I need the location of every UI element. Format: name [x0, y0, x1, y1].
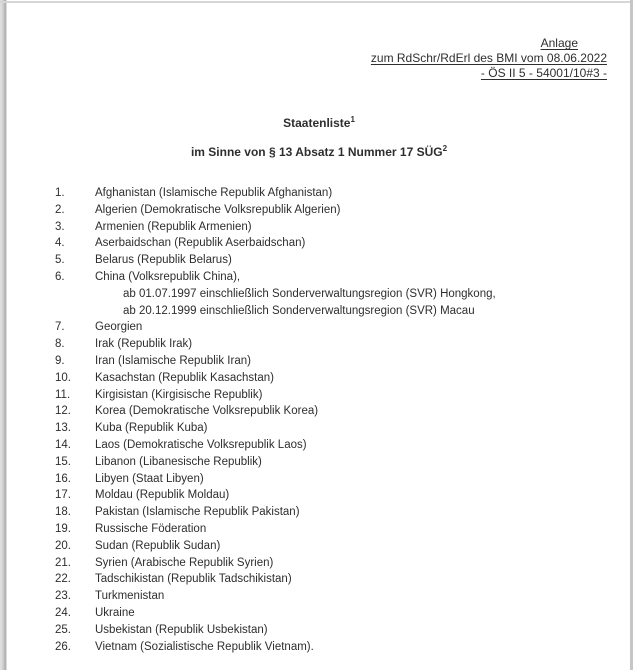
header-line-anlage: Anlage [540, 36, 578, 50]
list-item-text: Turkmenistan [95, 590, 165, 603]
list-item-text: Georgien [95, 321, 143, 334]
list-item-number: 21. [55, 556, 71, 569]
list-item-text: China (Volksrepublik China), [95, 270, 241, 283]
list-item [55, 202, 615, 219]
list-item-number: 13. [55, 422, 71, 435]
list-item-number: 12. [55, 405, 71, 418]
list-item-number: 5. [55, 254, 65, 267]
list-item-text: Usbekistan (Republik Usbekistan) [95, 623, 268, 636]
list-item-number: 19. [55, 522, 71, 535]
list-item [55, 454, 615, 471]
document-header [371, 36, 607, 81]
list-item-text: Russische Föderation [95, 522, 207, 535]
list-item [55, 235, 615, 252]
list-item-text: Libyen (Staat Libyen) [95, 472, 204, 485]
list-item [55, 336, 615, 353]
list-item [55, 269, 615, 286]
list-item-text: Libanon (Libanesische Republik) [95, 455, 262, 468]
list-item-number: 6. [55, 270, 65, 283]
list-item [55, 471, 615, 488]
header-line-rdschr: zum RdSchr/RdErl des BMI vom 08.06.2022 [370, 51, 607, 65]
list-item-text: Vietnam (Sozialistische Republik Vietnam). [95, 640, 314, 653]
list-item-number: 3. [55, 220, 65, 233]
list-item [55, 420, 615, 437]
list-item-text: Kuba (Republik Kuba) [95, 422, 208, 435]
list-item [55, 219, 615, 236]
list-item-text: Pakistan (Islamische Republik Pakistan) [95, 506, 300, 519]
header-line-aktenzeichen: - ÖS II 5 - 54001/10#3 - [480, 66, 607, 80]
list-item-number: 18. [55, 506, 71, 519]
list-item [55, 370, 615, 387]
list-item-text: Tadschikistan (Republik Tadschikistan) [95, 573, 292, 586]
list-item-number: 11. [55, 388, 71, 401]
list-item-subline: ab 20.12.1999 einschließlich Sonderverwaltungsregion (SVR) Macau [123, 304, 475, 317]
list-item-number: 4. [55, 237, 65, 250]
list-item-number: 10. [55, 371, 71, 384]
country-list [55, 185, 615, 655]
list-item [55, 571, 615, 588]
list-item-text: Iran (Islamische Republik Iran) [95, 354, 251, 367]
list-item-text: Irak (Republik Irak) [95, 338, 193, 351]
list-item [55, 353, 615, 370]
list-item-subline: ab 01.07.1997 einschließlich Sonderverwaltungsregion (SVR) Hongkong, [123, 287, 496, 300]
list-item [55, 319, 615, 336]
title-footnote-ref: 1 [350, 115, 355, 124]
list-item [55, 387, 615, 404]
list-item [55, 538, 615, 555]
list-item [55, 403, 615, 420]
list-item-number: 24. [55, 606, 71, 619]
list-item-number: 25. [55, 623, 71, 636]
list-item-number: 17. [55, 489, 71, 502]
list-item-text: Armenien (Republik Armenien) [95, 220, 252, 233]
list-item [55, 252, 615, 269]
page-edge-left [0, 0, 7, 670]
list-item [55, 521, 615, 538]
list-item-number: 1. [55, 187, 65, 199]
subtitle-footnote-ref: 2 [442, 144, 448, 153]
list-item [55, 605, 615, 622]
list-item [55, 487, 615, 504]
list-item-text: Belarus (Republik Belarus) [95, 254, 232, 267]
page-edge-right [630, 0, 633, 670]
list-item-text: Sudan (Republik Sudan) [95, 539, 221, 552]
list-item-number: 2. [55, 203, 65, 216]
list-item-text: Kirgisistan (Kirgisische Republik) [95, 388, 263, 401]
list-item-text: Afghanistan (Islamische Republik Afghanistan) [95, 187, 333, 199]
list-item-number: 9. [55, 354, 65, 367]
list-item-number: 15. [55, 455, 71, 468]
list-item-number: 14. [55, 438, 71, 451]
list-item [55, 555, 615, 572]
page-edge-top [0, 1, 633, 3]
list-item-number: 8. [55, 338, 65, 351]
page-title [8, 116, 630, 130]
list-item-number: 20. [55, 539, 71, 552]
list-item [55, 437, 615, 454]
page-title-text: Staatenliste [283, 116, 351, 130]
list-item [55, 639, 615, 656]
list-item-text: Algerien (Demokratische Volksrepublik Algerien) [95, 203, 341, 216]
list-item-text: Aserbaidschan (Republik Aserbaidschan) [95, 237, 306, 250]
page-subtitle [8, 145, 630, 159]
list-item [55, 588, 615, 605]
list-item-number: 22. [55, 573, 71, 586]
page-subtitle-text: im Sinne von § 13 Absatz 1 Nummer 17 SÜG [190, 145, 443, 159]
list-item-text: Laos (Demokratische Volksrepublik Laos) [95, 438, 307, 451]
list-item [55, 622, 615, 639]
list-item-text: Syrien (Arabische Republik Syrien) [95, 556, 274, 569]
list-item-number: 16. [55, 472, 71, 485]
list-item-text: Korea (Demokratische Volksrepublik Korea) [95, 405, 319, 418]
list-item-text: Ukraine [95, 606, 135, 619]
list-item-text: Kasachstan (Republik Kasachstan) [95, 371, 274, 384]
list-item-number: 7. [55, 321, 65, 334]
list-item-number: 23. [55, 590, 71, 603]
list-item [55, 504, 615, 521]
list-item-text: Moldau (Republik Moldau) [95, 489, 230, 502]
list-item [55, 185, 615, 202]
list-item-number: 26. [55, 640, 71, 653]
